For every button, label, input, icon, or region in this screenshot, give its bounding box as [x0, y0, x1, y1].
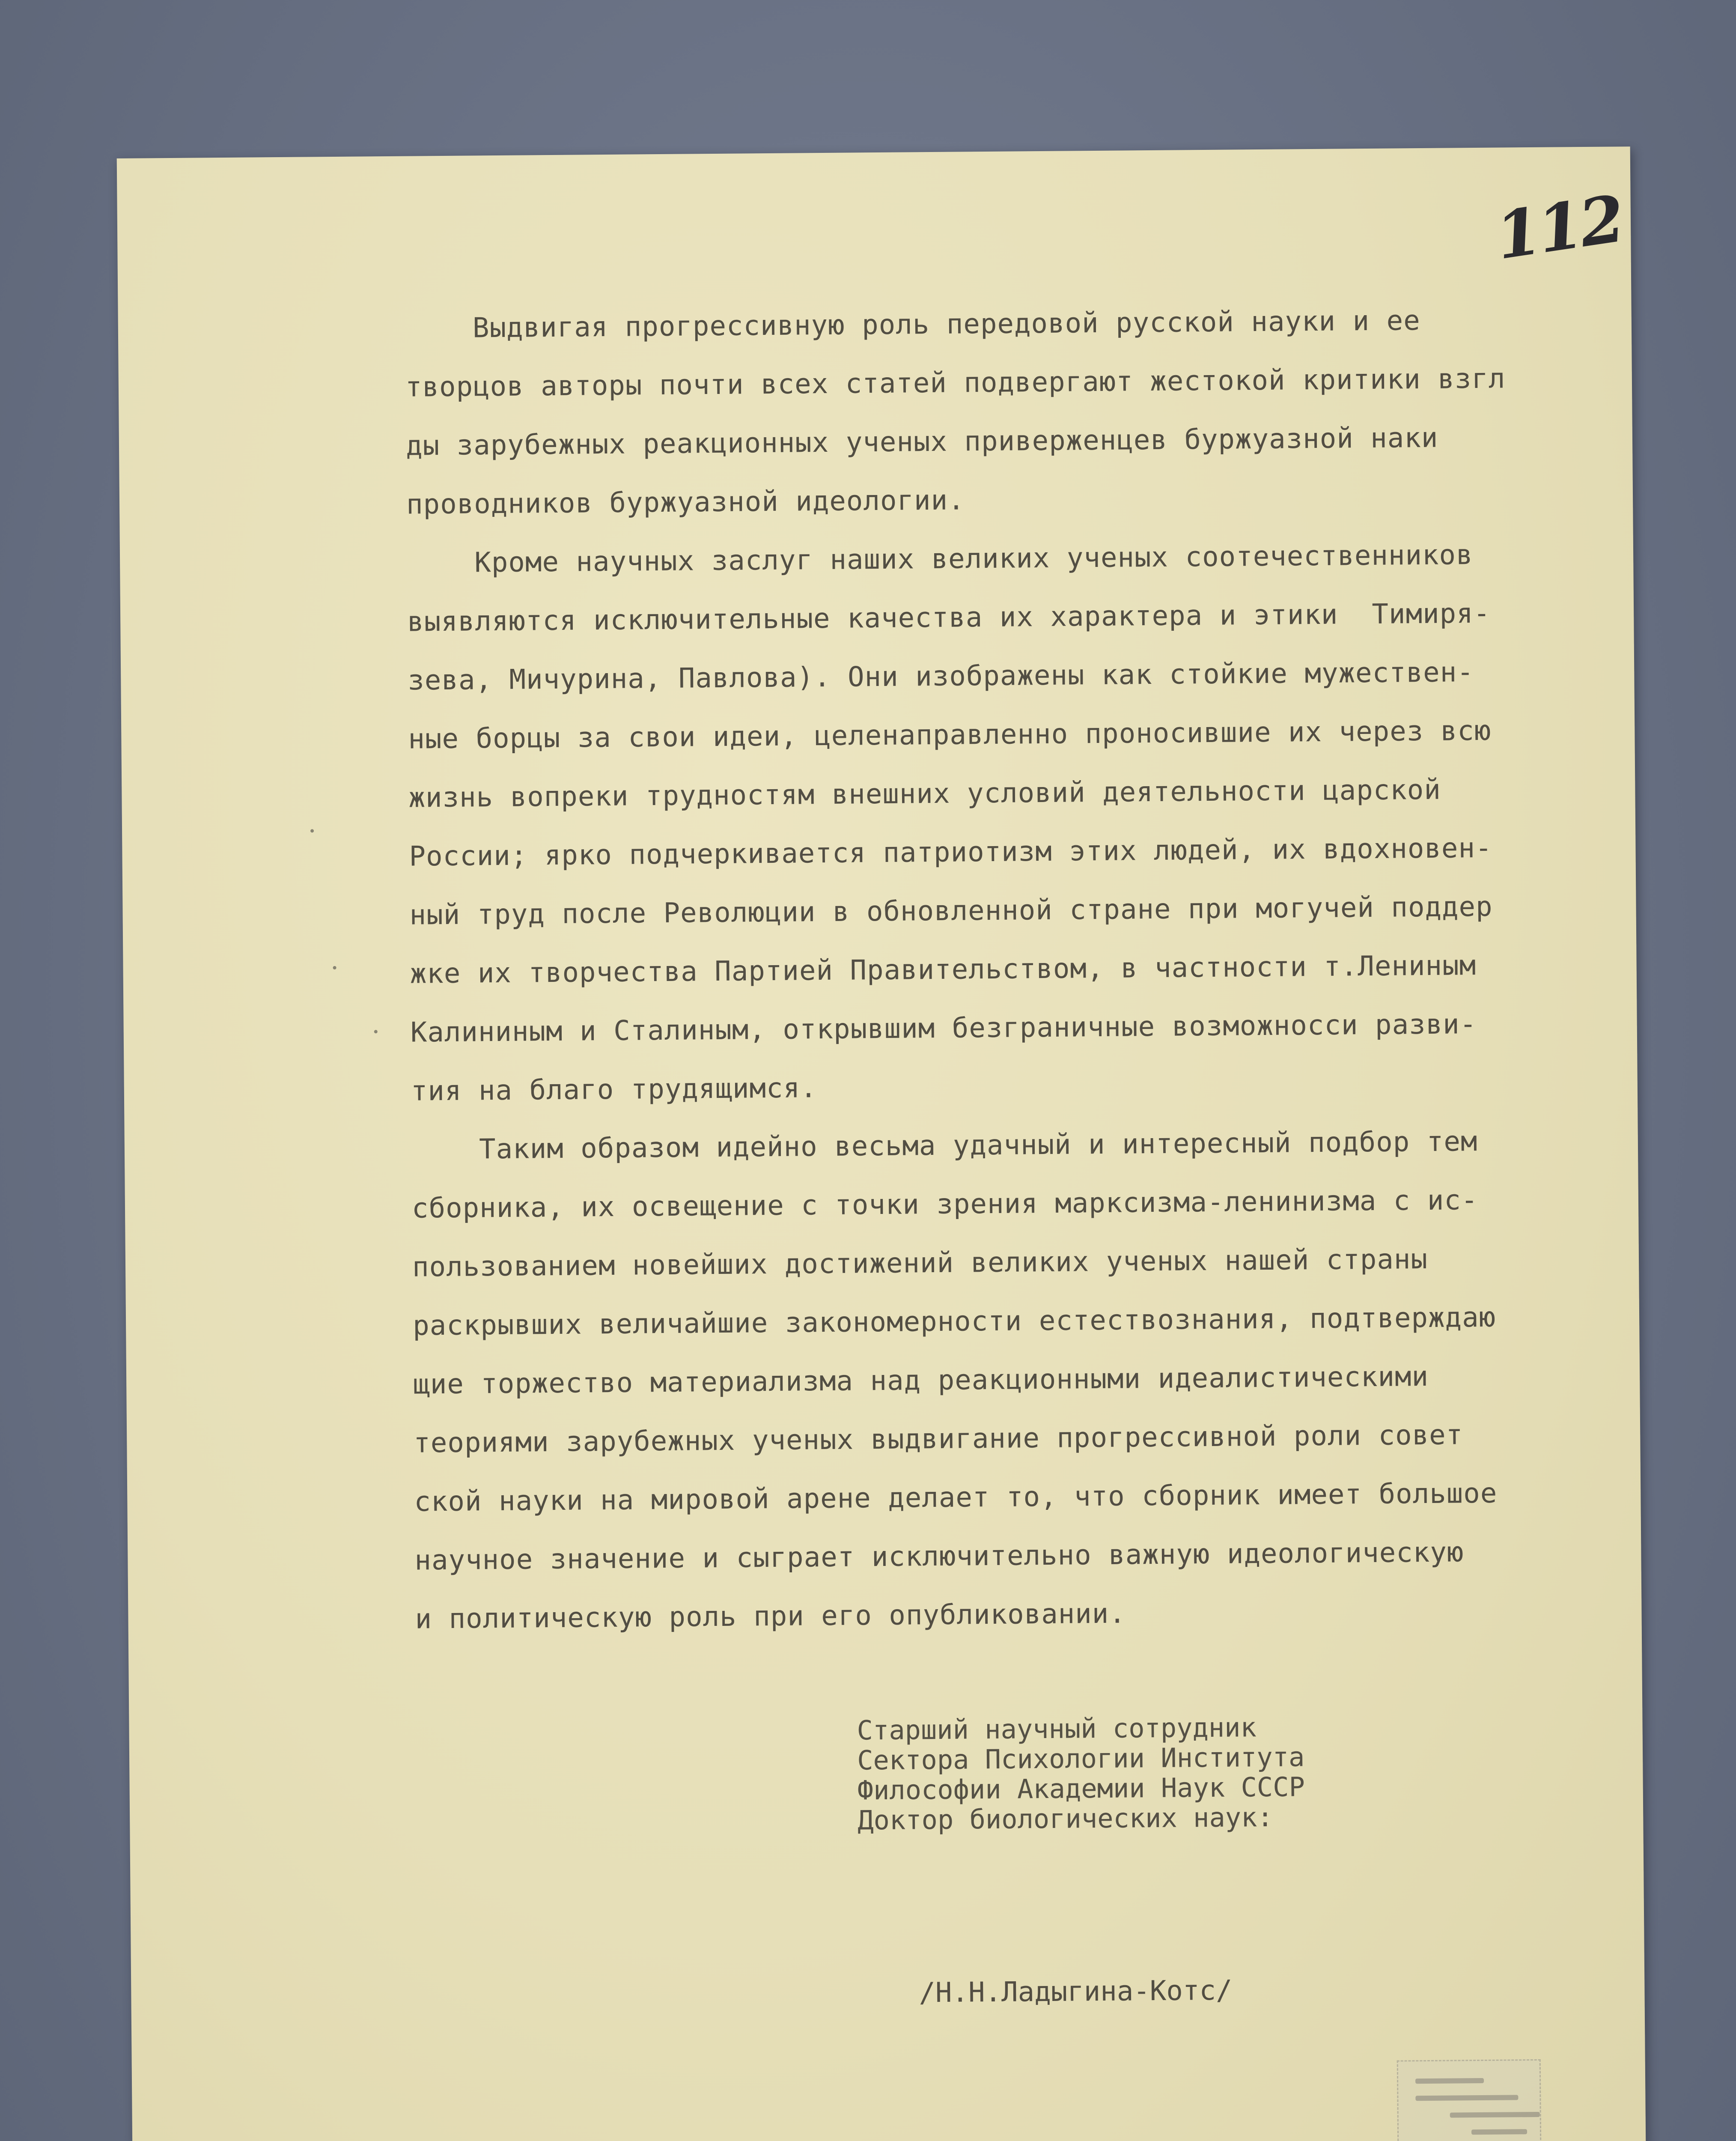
text-line: ные борцы за свои идеи, целенаправленно проносившие их через всю [408, 715, 1492, 755]
body-text [405, 290, 1627, 1649]
paper-speck [310, 829, 314, 832]
text-line: Выдвигая прогрессивную роль передовой русской науки и ее [405, 305, 1420, 345]
signature-block [857, 1712, 1305, 1835]
text-line: ды зарубежных реакционных ученых приверженцев буржуазной наки [405, 422, 1438, 462]
text-line: и политическую роль при его опубликовании. [415, 1598, 1126, 1635]
archive-stamp [1397, 2059, 1542, 2141]
text-line: жке их творчества Партией Правительством, в частности т.Лениным [410, 950, 1477, 990]
text-line: ный труд после Революции в обновленной стране при могучей поддер [409, 891, 1493, 931]
text-line: проводников буржуазной идеологии. [406, 484, 965, 521]
text-line: ской науки на мировой арене делает то, что сборник имеет большое [414, 1477, 1498, 1518]
text-line: жизнь вопреки трудностям внешних условий деятельности царской [408, 774, 1441, 814]
text-line: зева, Мичурина, Павлова). Они изображены как стойкие мужествен- [408, 656, 1474, 697]
text-line: сборника, их освещение с точки зрения марксизма-ленинизма с ис- [411, 1184, 1478, 1225]
text-line: щие торжество материализма над реакционными идеалистическими [413, 1360, 1429, 1401]
signature-title-line: Доктор биологических наук: [857, 1801, 1274, 1836]
signature-title-line: Философии Академии Наук СССР [857, 1771, 1305, 1806]
text-line: пользованием новейших достижений великих ученых нашей страны [412, 1243, 1428, 1283]
text-line: теориями зарубежных ученых выдвигание прогрессивной роли совет [414, 1419, 1463, 1459]
document-page [117, 146, 1647, 2141]
text-line: выявляются исключительные качества их характера и этики Тимиря- [407, 597, 1491, 638]
text-line: России; ярко подчеркивается патриотизм этих людей, их вдохновен- [409, 832, 1492, 873]
signatory-name: /Н.Н.Ладыгина-Котс/ [919, 1974, 1233, 2009]
signature-title-line: Сектора Психологии Института [857, 1741, 1305, 1776]
text-line: Калининым и Сталиным, открывшим безграничные возможносси разви- [410, 1008, 1477, 1049]
text-line: раскрывших величайшие закономерности естествознания, подтверждаю [412, 1301, 1496, 1342]
folio-number: 112 [1491, 181, 1627, 274]
text-line: тия на благо трудящимся. [411, 1072, 817, 1107]
signature-title-line: Старший научный сотрудник [857, 1712, 1257, 1746]
paper-speck [333, 966, 336, 969]
text-line: творцов авторы почти всех статей подвергают жестокой критики взгл [405, 363, 1506, 403]
text-line: научное значение и сыграет исключительно важную идеологическую [414, 1536, 1464, 1577]
paper-speck [374, 1030, 378, 1033]
text-line: Таким образом идейно весьма удачный и интересный подбор тем [411, 1126, 1478, 1166]
text-line: Кроме научных заслуг наших великих ученых соотечественников [406, 539, 1473, 579]
